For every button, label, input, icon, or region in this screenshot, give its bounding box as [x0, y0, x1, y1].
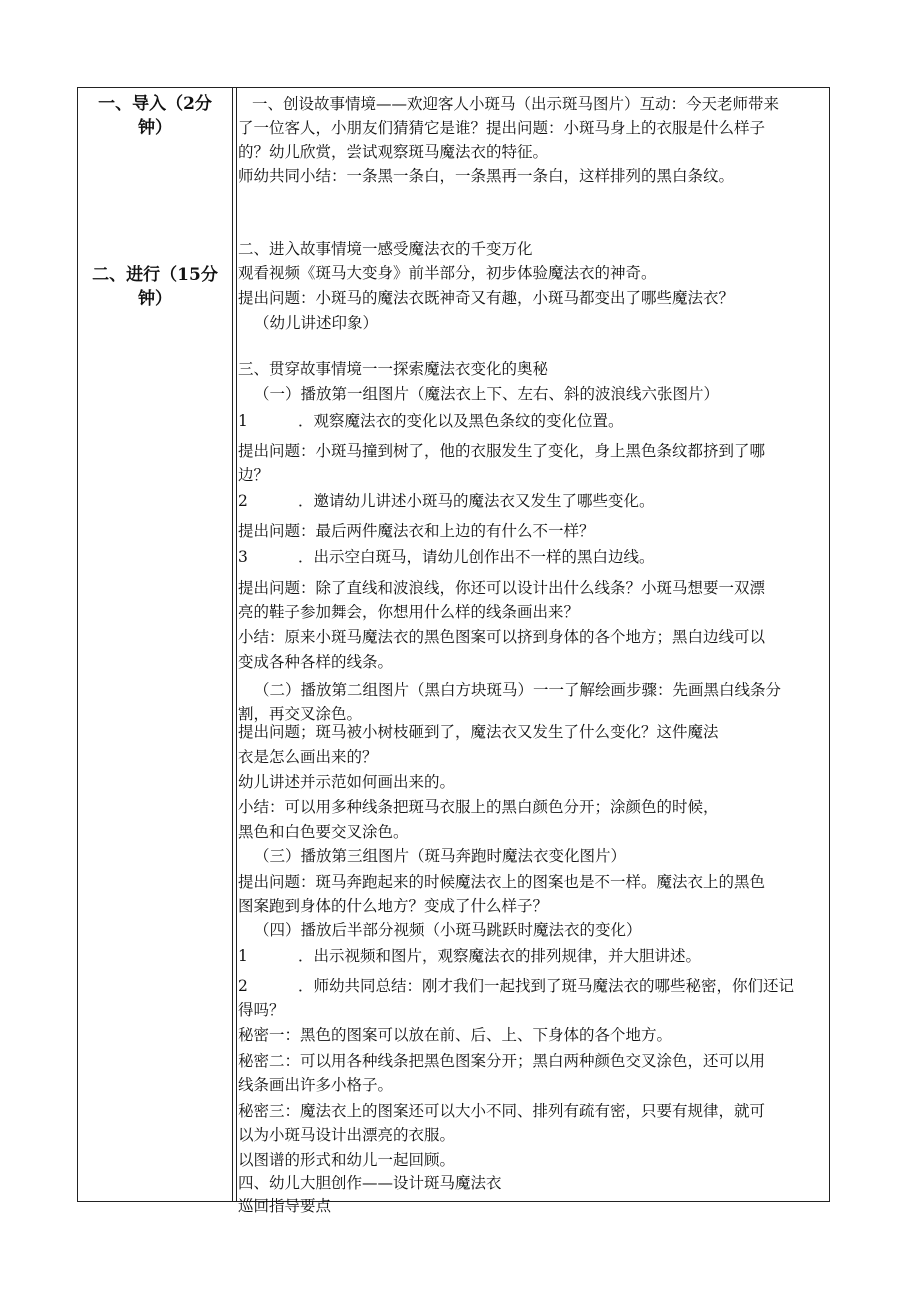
content-cell: [238, 88, 825, 1215]
text-line: 变成各种各样的线条。: [238, 653, 394, 671]
section-2-title-line1: 二、进行（15分: [92, 265, 218, 285]
text-line: 衣是怎么画出来的？: [238, 748, 378, 766]
text-line: 三、贯穿故事情境一一探索魔法衣变化的奥秘: [238, 360, 549, 378]
text-line: 秘密一：黑色的图案可以放在前、后、上、下身体的各个地方。: [238, 1026, 673, 1044]
text-line: 了一位客人，小朋友们猜猜它是谁？提出问题：小斑马身上的衣服是什么样子: [238, 119, 766, 137]
list-number: 3: [238, 548, 248, 566]
section-1-title: [78, 92, 232, 140]
text-line: （三）播放第三组图片（斑马奔跑时魔法衣变化图片）: [254, 847, 627, 865]
list-item-text: ．出示视频和图片，观察魔法衣的排列规律，并大胆讲述。: [298, 947, 702, 965]
text-line: 观看视频《斑马大变身》前半部分，初步体验魔法衣的神奇。: [238, 264, 657, 282]
list-item: [238, 410, 624, 432]
text-line: 线条画出许多小格子。: [238, 1076, 394, 1094]
section-2-title: [78, 263, 232, 311]
text-line: 秘密三：魔法衣上的图案还可以大小不同、排列有疏有密，只要有规律，就可: [238, 1102, 766, 1120]
list-number: 1: [238, 947, 248, 965]
text-line: 边？: [238, 466, 270, 484]
text-line: （一）播放第一组图片（魔法衣上下、左右、斜的波浪线六张图片）: [254, 385, 720, 403]
list-item-text: ．观察魔法衣的变化以及黑色条纹的变化位置。: [298, 412, 624, 430]
text-line: 幼儿讲述并示范如何画出来的。: [238, 773, 456, 791]
column-divider-inner: [236, 88, 237, 1201]
text-line: 提出问题：除了直线和波浪线，你还可以设计出什么线条？小斑马想要一双漂: [238, 579, 766, 597]
list-number: 2: [238, 492, 248, 510]
text-line: （二）播放第二组图片（黑白方块斑马）一一了解绘画步骤：先画黑白线条分: [254, 681, 782, 699]
list-item-text: ．师幼共同总结：刚才我们一起找到了斑马魔法衣的哪些秘密，你们还记: [298, 977, 795, 995]
list-item-text: ．邀请幼儿讲述小斑马的魔法衣又发生了哪些变化。: [298, 492, 655, 510]
text-line: 师幼共同小结：一条黑一条白，一条黑再一条白，这样排列的黑白条纹。: [238, 167, 735, 185]
text-line: 割，再交叉涂色。: [238, 705, 363, 723]
text-line: 提出问题：最后两件魔法衣和上边的有什么不一样？: [238, 522, 595, 540]
text-line: 四、幼儿大胆创作——设计斑马魔法衣: [238, 1174, 502, 1192]
text-line: 巡回指导要点: [238, 1197, 332, 1215]
text-line: 提出问题：斑马奔跑起来的时候魔法衣上的图案也是不一样。魔法衣上的黑色: [238, 873, 766, 891]
text-line: 亮的鞋子参加舞会，你想用什么样的线条画出来？: [238, 603, 580, 621]
text-line: 以图谱的形式和幼儿一起回顾。: [238, 1151, 456, 1169]
text-line: 图案跑到身体的什么地方？变成了什么样子？: [238, 897, 549, 915]
text-line: 得吗？: [238, 1001, 285, 1019]
list-item: [238, 975, 794, 997]
section-1-title-line1: 一、导入（2分: [98, 94, 212, 114]
list-item-text: ．出示空白斑马，请幼儿创作出不一样的黑白边线。: [298, 548, 655, 566]
text-line: 以为小斑马设计出漂亮的衣服。: [238, 1126, 456, 1144]
list-item: [238, 945, 701, 967]
text-line: 提出问题：小斑马的魔法衣既神奇又有趣，小斑马都变出了哪些魔法衣？: [238, 289, 735, 307]
text-line: 秘密二：可以用各种线条把黑色图案分开；黑白两种颜色交叉涂色，还可以用: [238, 1052, 766, 1070]
section-1-title-line2: 钟）: [138, 118, 172, 138]
text-line: 一、创设故事情境——欢迎客人小斑马（出示斑马图片）互动：今天老师带来: [252, 95, 780, 113]
text-line: 二、进入故事情境一感受魔法衣的千变万化: [238, 240, 533, 258]
list-item: [238, 546, 655, 568]
text-line: 小结：可以用多种线条把斑马衣服上的黑白颜色分开；涂颜色的时候，: [238, 798, 719, 816]
list-number: 2: [238, 977, 248, 995]
list-item: [238, 490, 655, 512]
text-line: 小结：原来小斑马魔法衣的黑色图案可以挤到身体的各个地方；黑白边线可以: [238, 628, 766, 646]
text-line: （四）播放后半部分视频（小斑马跳跃时魔法衣的变化）: [254, 921, 642, 939]
text-line: 的？幼儿欣赏，尝试观察斑马魔法衣的特征。: [238, 143, 549, 161]
text-line: 黑色和白色要交叉涂色。: [238, 823, 409, 841]
column-divider: [232, 88, 233, 1201]
section-2-title-line2: 钟）: [138, 289, 172, 309]
list-number: 1: [238, 412, 248, 430]
text-line: 提出问题：小斑马撞到树了，他的衣服发生了变化，身上黑色条纹都挤到了哪: [238, 442, 766, 460]
text-line: 提出问题；斑马被小树枝砸到了，魔法衣又发生了什么变化？这件魔法: [238, 723, 719, 741]
lesson-table: [77, 87, 830, 1215]
text-line: （幼儿讲述印象）: [254, 314, 379, 332]
